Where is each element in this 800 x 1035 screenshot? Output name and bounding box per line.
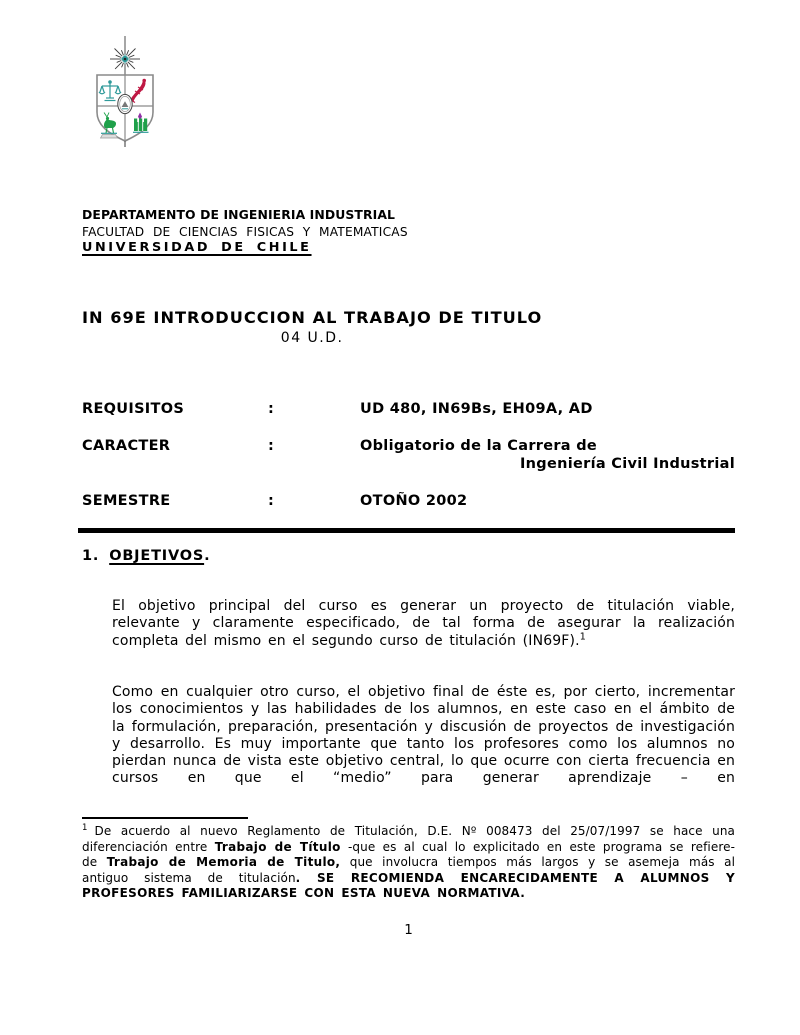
detail-row-caracter [82, 437, 735, 473]
section-divider-rule [78, 528, 735, 533]
detail-row-requisitos [82, 400, 735, 418]
detail-row-semestre [82, 492, 735, 510]
section-title: OBJETIVOS [109, 548, 205, 564]
body-paragraph-2: Como en cualquier otro curso, el objetivo final de éste es, por cierto, incrementar los conocimientos y las habilidades de los alumnos, en este caso en el ámbito de la formulación, preparación, presentación y discusión de proyectos de investigación y desarrollo. Es muy importante que tanto los profesores como los alumnos no pierdan nunca de vista este objetivo central, lo que ocurre con cierta frecuencia en cursos en que el “medio” para generar aprendizaje – en [112, 684, 735, 787]
footnote-reference: 1 [579, 630, 586, 642]
detail-colon: : [268, 401, 275, 417]
section-number: 1. [82, 548, 100, 564]
detail-colon: : [268, 493, 275, 509]
course-title-block [82, 308, 542, 346]
detail-label: CARACTER [82, 438, 171, 454]
detail-label: REQUISITOS [82, 401, 185, 417]
footnote-text: $^1$ De acuerdo al nuevo Reglamento de Titulación, D.E. Nº 008473 del 25/07/1997 se hace una diferenciación entre Trabajo de Título -que es al cual lo explicitado en este programa se refiere- de Trabajo de Memoria de Titulo, que involucra tiempos más largos y se asemeja más al antiguo sistema de titulación. SE RECOMIENDA ENCARECIDAMENTE A ALUMNOS Y PROFESORES FAMILIARIZARSE CON ESTA NUEVA NORMATIVA. [82, 823, 736, 900]
detail-value: UD 480, IN69Bs, EH09A, AD [360, 401, 593, 417]
detail-value: Obligatorio de la Carrera de Ingeniería Civil Industrial [360, 438, 735, 472]
center-oval-emblem [118, 94, 132, 113]
faculty-line: FACULTAD DE CIENCIAS FISICAS Y MATEMATICAS [82, 224, 408, 239]
detail-value: OTOÑO 2002 [360, 493, 468, 509]
detail-label: SEMESTRE [82, 493, 171, 509]
course-details [82, 400, 735, 529]
department-line: DEPARTAMENTO DE INGENIERIA INDUSTRIAL [82, 207, 396, 222]
course-credits: 04 U.D. [280, 330, 344, 346]
university-line: UNIVERSIDAD DE CHILE [82, 240, 312, 255]
detail-colon: : [268, 438, 275, 454]
university-crest-logo [88, 34, 168, 152]
body-paragraph-1: El objetivo principal del curso es generar un proyecto de titulación viable, relevante y claramente especificado, de tal forma de asegurar la realización completa del mismo en el segundo curso de titulación (IN69F).$^1$ [112, 598, 735, 649]
detail-value-line2: Ingeniería Civil Industrial [519, 456, 735, 472]
footnote-marker: 1 [82, 823, 88, 833]
course-title: IN 69E INTRODUCCION AL TRABAJO DE TITULO [82, 308, 543, 327]
section-heading-objetivos [82, 548, 210, 564]
page-number: 1 [404, 922, 413, 938]
section-suffix: . [204, 548, 211, 564]
footnote-separator [82, 817, 248, 819]
organization-header [82, 207, 408, 257]
